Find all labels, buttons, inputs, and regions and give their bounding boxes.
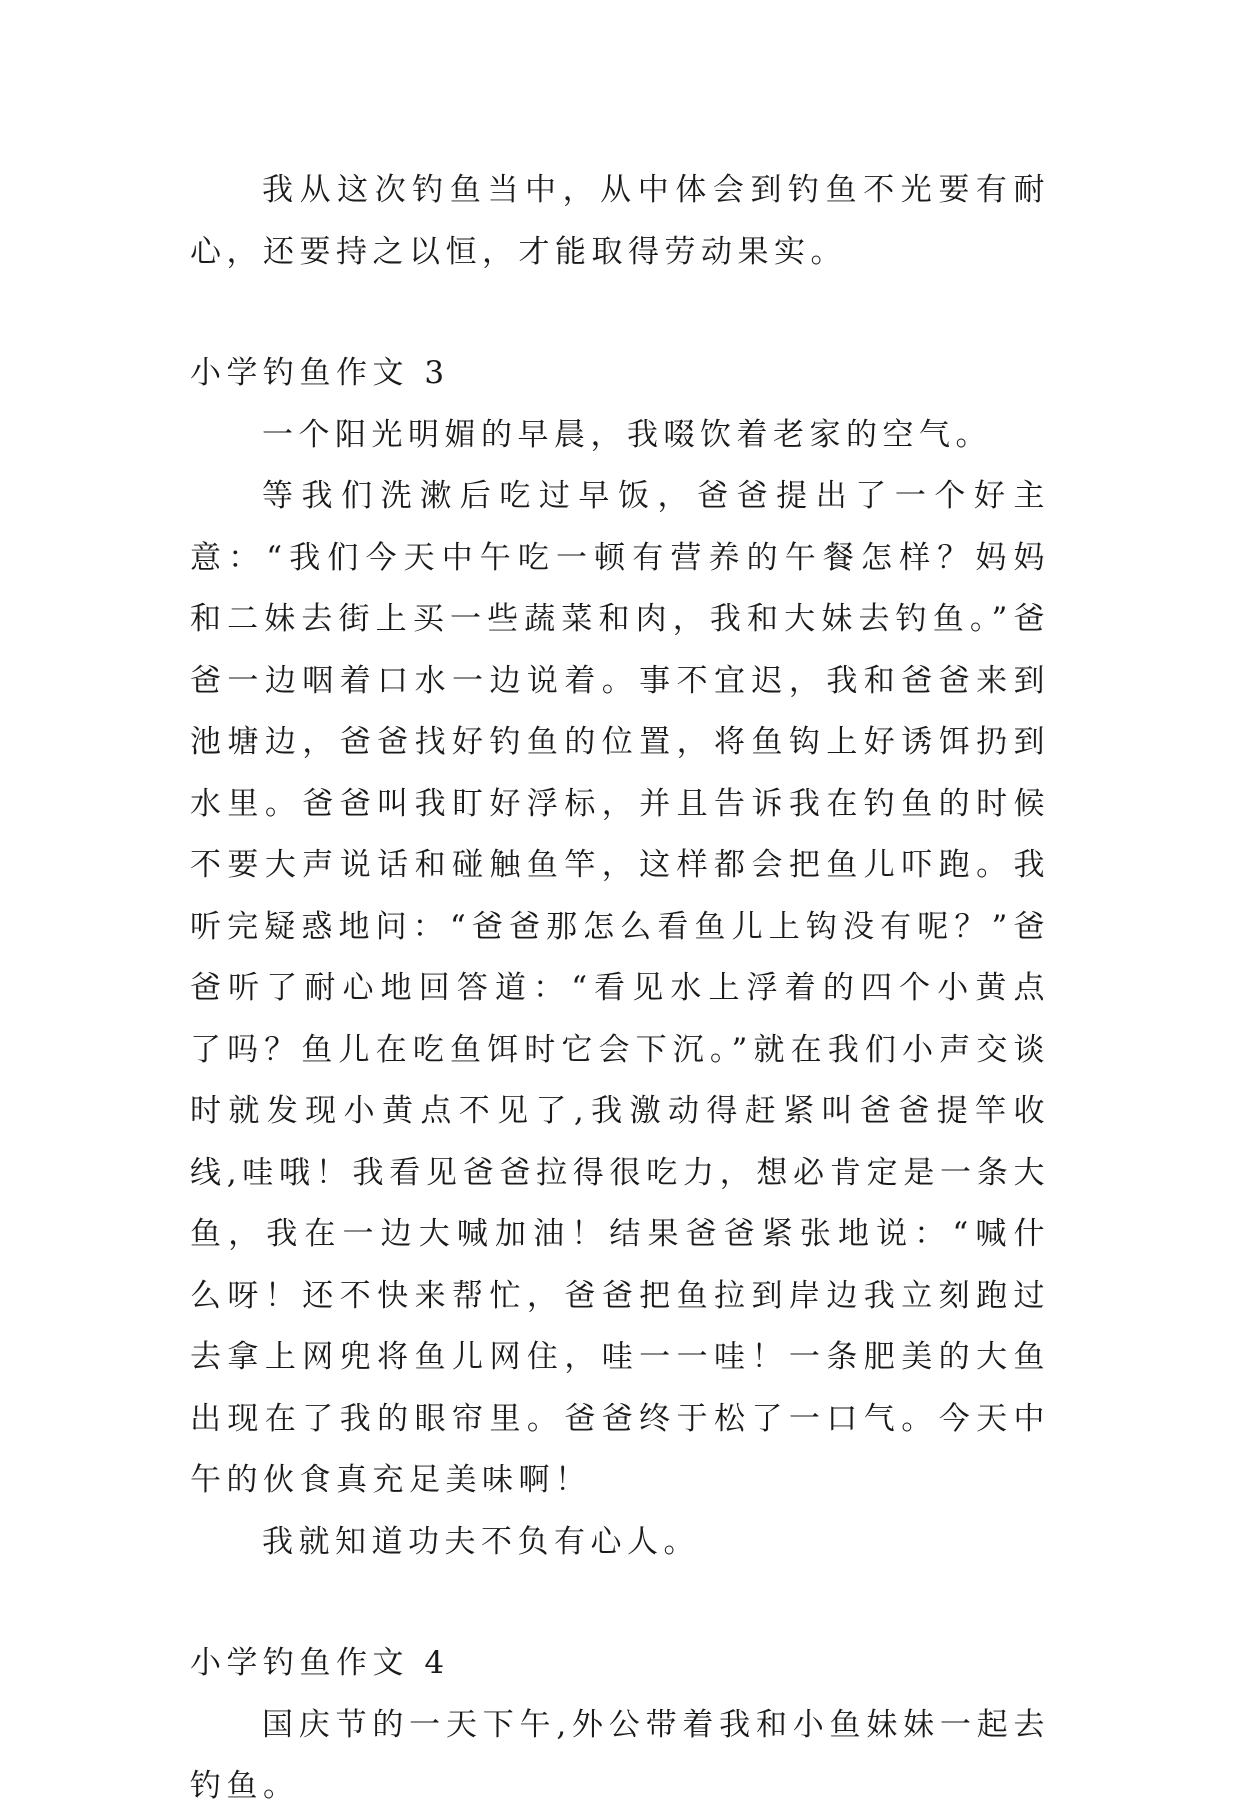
section-heading-essay-3: 小学钓鱼作文 3 <box>190 355 450 391</box>
paragraph-essay-3-body: 等我们洗漱后吃过早饭，爸爸提出了一个好主意：“我们今天中午吃一顿有营养的午餐怎样？妈妈和二妹去街上买一些蔬菜和肉，我和大妹去钓鱼。”爸爸一边咽着口水一边说着。事不宜迟，我和爸爸来到池塘边，爸爸找好钓鱼的位置，将鱼钩上好诱饵扔到水里。爸爸叫我盯好浮标，并且告诉我在钓鱼的时候不要大声说话和碰触鱼竿，这样都会把鱼儿吓跑。我听完疑惑地问：“爸爸那怎么看鱼儿上钩没有呢？”爸爸听了耐心地回答道：“看见水上浮着的四个小黄点了吗？鱼儿在吃鱼饵时它会下沉。”就在我们小声交谈时就发现小黄点不见了,我激动得赶紧叫爸爸提竿收线,哇哦！我看见爸爸拉得很吃力，想必肯定是一条大鱼，我在一边大喊加油！结果爸爸紧张地说：“喊什么呀！还不快来帮忙，爸爸把鱼拉到岸边我立刻跑过去拿上网兜将鱼儿网住，哇一一哇！一条肥美的大鱼出现在了我的眼帘里。爸爸终于松了一口气。今天中午的伙食真充足美味啊！ <box>190 478 1050 1498</box>
section-spacer <box>190 283 1050 343</box>
section-heading-essay-4: 小学钓鱼作文 4 <box>190 1645 450 1681</box>
section-spacer <box>190 1573 1050 1633</box>
paragraph-essay-3-opening: 一个阳光明媚的早晨，我啜饮着老家的空气。 <box>262 416 992 453</box>
paragraph-essay-4-opening: 国庆节的一天下午,外公带着我和小鱼妹妹一起去钓鱼。 <box>190 1706 1050 1804</box>
document-page <box>190 160 1050 1818</box>
paragraph-conclusion-essay-2: 我从这次钓鱼当中，从中体会到钓鱼不光要有耐心，还要持之以恒，才能取得劳动果实。 <box>190 172 1050 270</box>
paragraph-essay-3-closing: 我就知道功夫不负有心人。 <box>262 1523 700 1560</box>
